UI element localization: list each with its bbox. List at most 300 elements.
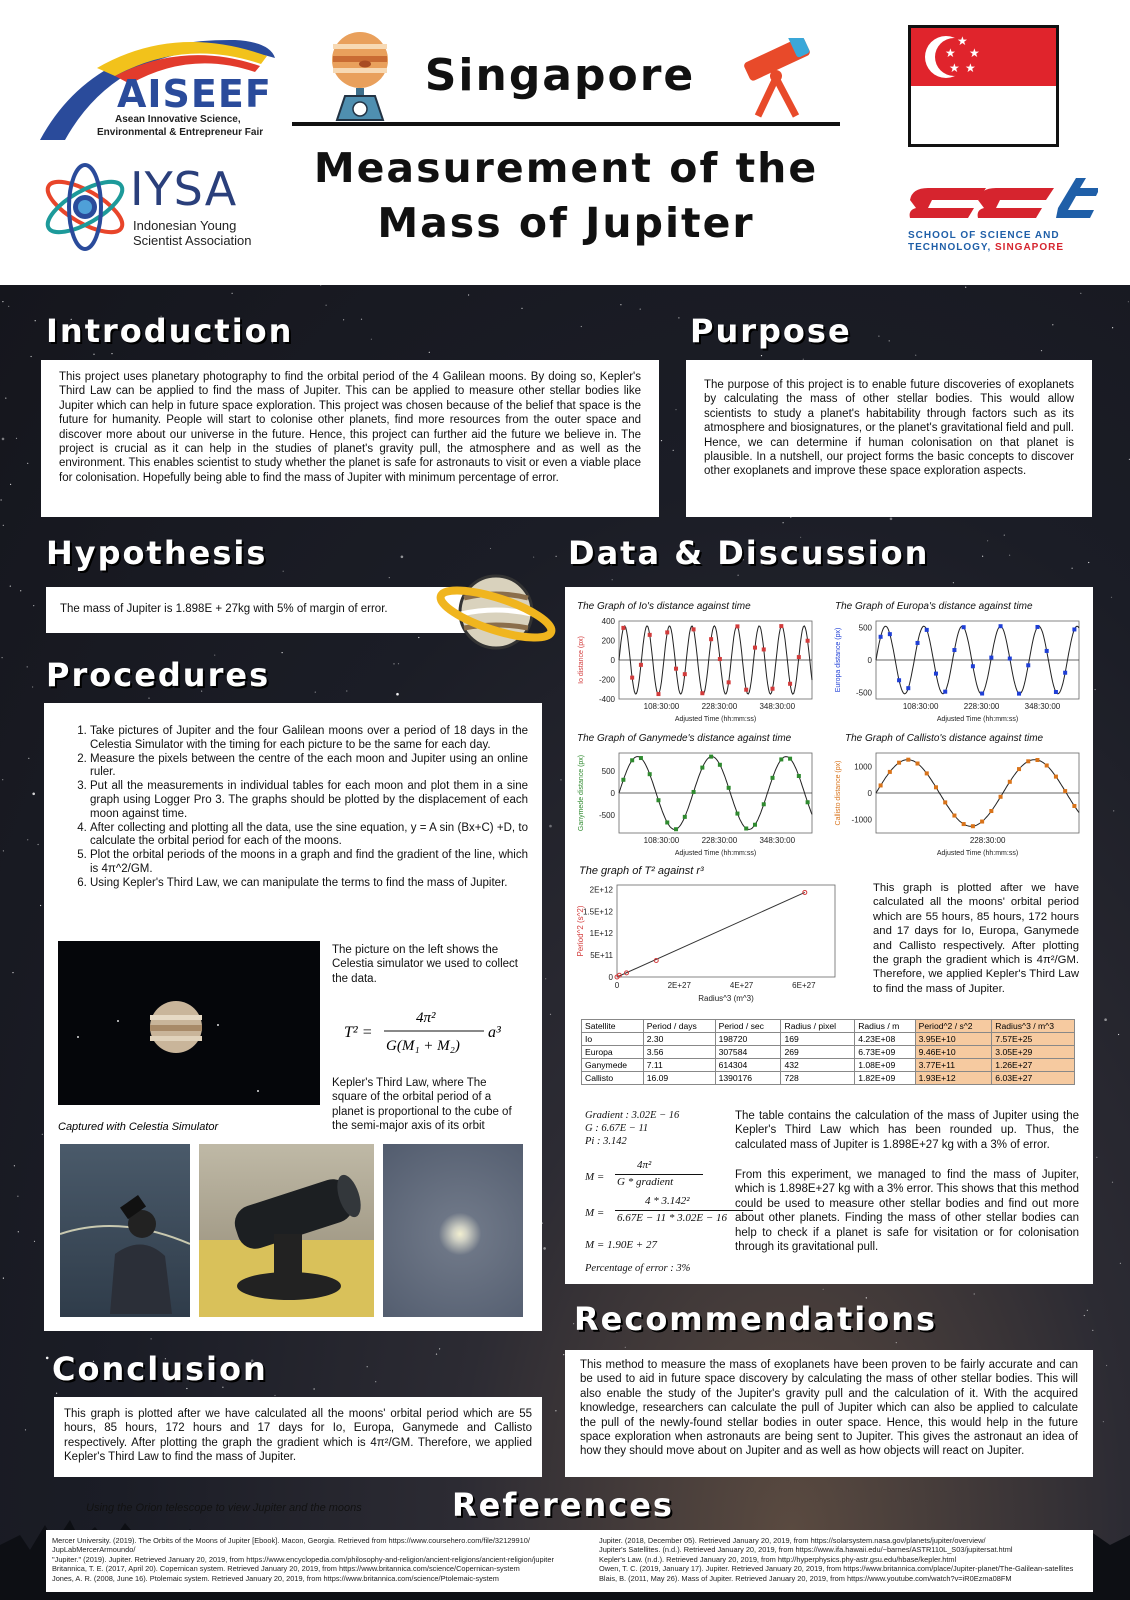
y-tick-label: 1.5E+12: [582, 907, 613, 917]
country-title: Singapore: [424, 50, 696, 101]
star: [186, 1388, 187, 1389]
reference-entry: Blais, B. (2011, May 26). Mass of Jupiter. Retrieved January 20, 2019, from https://www.youtube.com/watch?v=iR0Ezma08FM: [599, 1573, 1012, 1583]
data-point: [916, 641, 920, 645]
calc-m1-num: 4π²: [637, 1159, 652, 1171]
data-point: [1045, 649, 1049, 653]
star: [1112, 1182, 1113, 1183]
star: [612, 579, 613, 580]
star: [282, 652, 283, 653]
star: [5, 398, 6, 399]
iysa-logo: [40, 160, 280, 255]
table-cell: 3.05E+29: [992, 1046, 1075, 1059]
data-point: [806, 639, 810, 643]
calc-g: G : 6.67E − 11: [585, 1123, 649, 1134]
kepler-formula-graphic: [344, 1006, 524, 1056]
data-point: [727, 786, 731, 790]
data-point: [1072, 804, 1076, 808]
conclusion-text: This graph is plotted after we have calculated all the moons' orbital period which are 55 hours, 85 hours, 172 hours and 17 days for Io, Europa, Ganymede and Callisto respectively. After plotting the graph the gradient which is 4π²/GM. Therefore, we applied Kepler's Third Law to find the mass of Jupiter.: [64, 1408, 532, 1464]
data-discussion-title: Data & Discussion: [568, 534, 930, 572]
data-point: [888, 770, 892, 774]
data-point: [656, 692, 660, 696]
svg-text:★: ★: [949, 61, 960, 75]
y-tick-label: 5E+11: [590, 951, 613, 961]
star: [1088, 562, 1089, 563]
star: [560, 779, 561, 780]
star: [151, 1338, 152, 1339]
star: [12, 972, 13, 973]
star: [823, 1289, 824, 1290]
data-point: [897, 761, 901, 765]
procedures-title: Procedures: [46, 656, 271, 694]
jupiter-scale-icon: [325, 28, 395, 123]
y-tick-label: 0: [610, 789, 615, 798]
data-point: [656, 798, 660, 802]
x-axis-label: Radius^3 (m^3): [698, 994, 754, 1003]
recommendations-text: This method to measure the mass of exoplanets have been proven to be fairly accurate and can be used to aid in future space discovery by calculating the mass of other stellar bodies. This will also enable the study of the Jupiter's gravity pull and the calculation of it. With the acquired knowledge, researchers can calculate the pull of Jupiter which can also be applied to calculate the pull of the newly-found stellar bodies in outer space. Hence, this would help in the future space exploration when astronauts are being sent to Jupiter. This gives the astronaut an idea of how they should move about on Jupiter and as well as how objects will react on Jupiter.: [580, 1359, 1078, 1458]
table-cell: 1.93E+12: [915, 1072, 992, 1085]
io-chart-title: The Graph of Io's distance against time: [577, 601, 751, 612]
table-cell: Io: [582, 1033, 644, 1046]
y-tick-label: -1000: [851, 815, 872, 825]
crescent-stars-icon: [919, 28, 989, 86]
svg-text:G(M₁ + M₂): G(M₁ + M₂): [386, 1038, 460, 1054]
star: [3, 850, 4, 851]
data-point: [952, 648, 956, 652]
star: [8, 306, 9, 307]
telescope-caption: Using the Orion telescope to view Jupiter and the moons: [86, 1502, 362, 1514]
y-tick-label: 0: [867, 656, 872, 665]
svg-text:★: ★: [957, 34, 968, 48]
data-point: [916, 762, 920, 766]
calc-result: M = 1.90E + 27: [585, 1239, 657, 1251]
sst-sub2-b: SINGAPORE: [995, 242, 1065, 253]
star: [232, 293, 233, 294]
table-cell: 6.73E+09: [855, 1046, 915, 1059]
reference-entry: Jupiter's Satellites. (n.d.). Retrieved January 20, 2019, from https://www.ifa.hawaii.edu/~barnes/ASTR110L_S03/jupitersat.html: [599, 1545, 1013, 1555]
star: [490, 548, 491, 549]
procedure-step: 5. Plot the orbital periods of the moons in a graph and find the gradient of the line, which is 4π^2/GM.: [90, 849, 528, 877]
y-tick-label: 0: [608, 973, 613, 982]
data-point: [806, 800, 810, 804]
calc-error: Percentage of error : 3%: [585, 1263, 691, 1274]
data-point: [980, 692, 984, 696]
procedure-step: 6. Using Kepler's Third Law, we can manipulate the terms to find the mass of Jupiter.: [90, 877, 528, 891]
sst-mark: [908, 178, 1098, 228]
star: [20, 590, 21, 591]
data-point: [962, 625, 966, 629]
data-point: [1026, 759, 1030, 763]
table-cell: 614304: [715, 1059, 781, 1072]
star: [468, 294, 469, 295]
star: [1052, 324, 1053, 325]
star: [878, 336, 879, 337]
x-tick-label: 0: [614, 981, 620, 990]
calc-m2-den: 6.67E − 11 * 3.02E − 16: [617, 1212, 727, 1224]
data-point: [925, 628, 929, 632]
x-axis-label: Adjusted Time (hh:mm:ss): [674, 716, 757, 723]
star: [389, 577, 390, 578]
data-point: [934, 785, 938, 789]
y-axis-label: Callisto distance (px): [835, 760, 842, 826]
y-tick-label: -500: [855, 688, 872, 698]
star: [346, 690, 347, 691]
data-point: [648, 633, 652, 637]
procedure-steps: [58, 725, 528, 891]
star: [915, 355, 916, 356]
x-tick-label: 348:30:00: [759, 836, 796, 845]
data-point: [1017, 692, 1021, 696]
star: [1096, 1157, 1097, 1158]
data-point: [888, 632, 892, 636]
data-point: [788, 757, 792, 761]
data-point: [797, 774, 801, 778]
data-point: [630, 758, 634, 762]
star: [866, 1297, 867, 1298]
star: [1092, 1330, 1093, 1331]
table-cell: 1.26E+27: [992, 1059, 1075, 1072]
t2-r3-chart-title: The graph of T² against r³: [579, 865, 704, 877]
data-point: [971, 824, 975, 828]
data-point: [683, 815, 687, 819]
data-point: [1017, 767, 1021, 771]
data-point: [709, 637, 713, 641]
star: [343, 319, 344, 320]
table-cell: 432: [781, 1059, 855, 1072]
hypothesis-box: [46, 587, 466, 633]
data-point: [879, 783, 883, 787]
graph-note: This graph is plotted after we have calculated all the moons' orbital period which are 55 hours, 85 hours, 172 hours and 17 days for Io, Europa, Ganymede and Callisto respectively. After plotting the graph the gradient which is 4π²/GM. Therefore, we applied Kepler's Third Law to find the mass of Jupiter.: [873, 882, 1079, 995]
star: [1, 499, 2, 500]
star: [46, 1357, 49, 1360]
data-point: [779, 624, 783, 628]
star: [1080, 293, 1081, 294]
svg-text:4π²: 4π²: [416, 1010, 436, 1026]
data-point: [1035, 758, 1039, 762]
y-axis-label: Io distance (px): [578, 636, 585, 684]
star: [555, 1410, 556, 1411]
star: [17, 1196, 18, 1197]
star: [32, 793, 35, 796]
table-cell: 6.03E+27: [992, 1072, 1075, 1085]
star: [1084, 1315, 1085, 1316]
star: [28, 758, 29, 759]
data-point: [709, 755, 713, 759]
y-axis-label: Ganymede distance (px): [578, 754, 585, 832]
star: [93, 354, 94, 355]
data-point: [1063, 789, 1067, 793]
ganymede-chart: [573, 747, 818, 859]
kepler-note: Kepler's Third Law, where The square of the orbital period of a planet is proportional to the cube of the semi-major axis of its orbit: [332, 1077, 512, 1133]
star: [1009, 555, 1010, 556]
data-point: [621, 626, 625, 630]
data-point: [762, 647, 766, 651]
table-cell: 307584: [715, 1046, 781, 1059]
star: [56, 1393, 57, 1394]
references-box: [46, 1530, 1093, 1592]
star: [111, 353, 112, 354]
star: [1095, 689, 1096, 690]
data-point: [753, 646, 757, 650]
star: [974, 1293, 975, 1294]
star: [521, 308, 522, 309]
svg-text:★: ★: [945, 46, 956, 60]
star: [2, 438, 5, 441]
data-point: [665, 630, 669, 634]
star: [314, 1388, 315, 1389]
data-point: [1072, 627, 1076, 631]
star: [673, 450, 674, 451]
star: [315, 692, 316, 693]
star: [14, 1165, 15, 1166]
data-discussion-box: [565, 587, 1093, 1284]
data-point: [692, 627, 696, 631]
table-cell: Period / days: [643, 1020, 715, 1033]
star: [1, 657, 2, 658]
table-row: [582, 1020, 1075, 1033]
y-tick-label: 200: [601, 636, 615, 646]
star: [148, 698, 149, 699]
aiseef-sub1: Asean Innovative Science,: [115, 114, 241, 125]
references-right: [599, 1536, 1073, 1583]
reference-entry: Jupiter. (2018, December 05). Retrieved January 20, 2019, from https://solarsystem.nasa.gov/planets/jupiter/overview/: [599, 1536, 986, 1545]
star: [439, 1348, 440, 1349]
star: [393, 663, 394, 664]
recommendations-box: [565, 1350, 1093, 1477]
table-cell: 3.56: [643, 1046, 715, 1059]
table-cell: Radius / pixel: [781, 1020, 855, 1033]
star: [545, 978, 546, 979]
star: [661, 440, 662, 441]
star: [10, 586, 11, 587]
star: [1103, 1421, 1104, 1422]
svg-text:★: ★: [965, 61, 976, 75]
hypothesis-title: Hypothesis: [46, 534, 268, 572]
calc-gradient: Gradient : 3.02E − 16: [585, 1110, 680, 1121]
kepler-formula: [344, 1006, 524, 1056]
data-point: [744, 826, 748, 830]
data-point: [897, 678, 901, 682]
star: [1041, 350, 1042, 351]
star: [283, 571, 284, 572]
table-cell: Radius^3 / m^3: [992, 1020, 1075, 1033]
telescope-icon: [740, 38, 820, 118]
title-line-1: Measurement of the: [313, 144, 819, 192]
data-point: [753, 823, 757, 827]
star: [1128, 301, 1129, 302]
data-point: [1026, 663, 1030, 667]
iysa-sub1: Indonesian Young: [133, 218, 237, 233]
header-divider: [292, 122, 840, 126]
table-row: [582, 1033, 1075, 1046]
x-tick-label: 108:30:00: [643, 836, 680, 845]
star: [1111, 597, 1112, 598]
references-left: [52, 1536, 554, 1583]
star: [42, 1134, 43, 1135]
data-point: [1045, 763, 1049, 767]
svg-text:★: ★: [969, 46, 980, 60]
aiseef-sub2: Environmental & Entrepreneur Fair: [97, 127, 264, 138]
telescope-photo-graphic: [199, 1144, 374, 1317]
star: [3, 525, 4, 526]
celestia-jupiter-image: [58, 941, 320, 1105]
y-tick-label: -500: [598, 811, 615, 821]
y-tick-label: -400: [598, 695, 615, 704]
aiseef-logo: [35, 28, 280, 143]
star: [2, 779, 3, 780]
y-tick-label: 2E+12: [589, 885, 613, 895]
star: [533, 557, 534, 558]
introduction-text: This project uses planetary photography to find the orbital period of the 4 Galilean moons. By doing so, Kepler's Third Law can be applied to find the mass of Jupiter. This can be applied to measure other stellar bodies like Jupiter which can help in future space exploration. This project was chosen because of the belief that space is the future for humanity. People will start to colonise other planets, find more resources from the outer space and discover more about our universe in the future. Hence, this project can further aid the future we believe in. The project is crucial as it can help in the studies of planet's gravity pull, the atmosphere and as well as the environment. This enables scientist to study whether the planet is safe for astronauts to visit or even a viable place for colonisation. Hopefully being able to find the mass of Jupiter with minimum percentage of error.: [59, 371, 641, 484]
star: [890, 518, 893, 521]
photo-student-telescope: [60, 1144, 190, 1317]
references-title: References: [452, 1486, 674, 1524]
data-point: [718, 763, 722, 767]
data-point: [952, 814, 956, 818]
io-chart: [573, 615, 818, 725]
y-tick-label: 1000: [854, 762, 872, 772]
x-axis-label: Adjusted Time (hh:mm:ss): [674, 850, 757, 857]
calc-m2-bar: [615, 1210, 753, 1211]
reference-entry: "Jupiter." (2019). Jupiter. Retrieved January 20, 2019, from https://www.encyclopedia.com/philosophy-and-religion/ancient-religions/ancient-religion/jupiter: [52, 1554, 554, 1564]
t2-r3-chart: [573, 879, 858, 1007]
atom-icon: [40, 160, 135, 255]
x-tick-label: 228:30:00: [701, 702, 738, 711]
svg-text:T² =: T² =: [344, 1024, 373, 1041]
star: [1104, 1018, 1107, 1021]
star: [678, 317, 679, 318]
reference-entry: Owen, T. C. (2019, January 17). Jupiter. Retrieved January 20, 2019, from https://www.britannica.com/place/Jupiter-planet/The-Galilean-satellites: [599, 1564, 1074, 1574]
experiment-conclusion-note: From this experiment, we managed to find the mass of Jupiter, which is 1.898E+27 kg with a 3% error. This shows that this method could be used to measure other stellar bodies and find out more about other planets. Finding the mass of other stellar bodies can help to check if a planet is safe for visitation or for colonisation through its gravitational pull.: [735, 1169, 1080, 1254]
iysa-sub2: Scientist Association: [133, 233, 252, 248]
star: [896, 1342, 897, 1343]
flag-red-band: [911, 28, 1056, 86]
data-point: [771, 776, 775, 780]
star: [27, 463, 28, 464]
star: [396, 693, 399, 696]
sst-sub2-a: TECHNOLOGY,: [908, 242, 996, 253]
data-point: [692, 790, 696, 794]
data-point: [971, 664, 975, 668]
y-tick-label: 0: [610, 656, 615, 665]
data-point: [735, 812, 739, 816]
table-note: The table contains the calculation of the mass of Jupiter using the Kepler's Third Law which has been rounded up. Thus, the calculated mass of Jupiter is 1.898E+27 kg with a 3% of error.: [735, 1110, 1079, 1151]
plot-frame: [617, 885, 835, 977]
photo-orion-telescope: [199, 1144, 374, 1317]
data-point: [943, 690, 947, 694]
hypothesis-text: The mass of Jupiter is 1.898E + 27kg with 5% of margin of error.: [60, 603, 388, 615]
star: [965, 287, 966, 288]
calc-m1-eq: M =: [585, 1171, 605, 1183]
conclusion-box: [54, 1397, 542, 1477]
star: [274, 1395, 275, 1396]
data-point: [630, 676, 634, 680]
reference-entry: JupLabMercerArmoundo/: [52, 1545, 136, 1555]
data-point: [999, 624, 1003, 628]
svg-text:a³: a³: [488, 1024, 501, 1041]
star: [398, 663, 399, 664]
data-point: [1063, 671, 1067, 675]
star: [27, 666, 28, 667]
star: [367, 1366, 368, 1367]
star: [16, 438, 17, 439]
data-point: [683, 672, 687, 676]
x-tick-label: 228:30:00: [701, 836, 738, 845]
table-row: [582, 1059, 1075, 1072]
purpose-title: Purpose: [690, 312, 852, 350]
star: [3, 1278, 4, 1279]
data-point: [1054, 690, 1058, 694]
data-point: [925, 771, 929, 775]
y-tick-label: 400: [601, 617, 615, 626]
star: [1004, 535, 1005, 536]
celestia-caption: Captured with Celestia Simulator: [58, 1121, 219, 1133]
calc-m2-num: 4 * 3.142²: [645, 1195, 690, 1207]
calc-pi: Pi : 3.142: [585, 1136, 627, 1147]
y-tick-label: 500: [858, 623, 872, 633]
table-cell: Period^2 / s^2: [915, 1020, 992, 1033]
y-tick-label: 0: [867, 789, 872, 798]
table-cell: 1.82E+09: [855, 1072, 915, 1085]
star: [35, 320, 36, 321]
callisto-chart-title: The Graph of Callisto's distance against time: [845, 733, 1044, 744]
table-cell: Ganymede: [582, 1059, 644, 1072]
star: [320, 285, 321, 286]
table-cell: 2.30: [643, 1033, 715, 1046]
fit-line: [617, 892, 805, 977]
star: [1113, 810, 1114, 811]
purpose-text: The purpose of this project is to enable future discoveries of exoplanets by calculating the mass of other stellar bodies. This would allow scientists to study a planet's habitability through factors such as its atmosphere and biosignatures, or the planet's gravitational field and pull. Hence, we can determine if human colonisation on that planet is plausible. In a nutshell, our project forms the basic concepts to discover other exoplanets and improve these space exploration aspects.: [704, 379, 1074, 478]
star: [889, 340, 890, 341]
data-point: [639, 663, 643, 667]
data-point: [906, 686, 910, 690]
data-point: [788, 682, 792, 686]
data-point: [648, 772, 652, 776]
introduction-box: [41, 360, 659, 517]
table-cell: 1390176: [715, 1072, 781, 1085]
star: [326, 305, 327, 306]
calc-m1-bar: [615, 1174, 703, 1175]
x-tick-label: 6E+27: [792, 981, 816, 990]
x-axis-label: Adjusted Time (hh:mm:ss): [936, 850, 1019, 857]
x-tick-label: 4E+27: [729, 981, 754, 990]
reference-entry: Kepler's Law. (n.d.). Retrieved January 20, 2019, from http://hyperphysics.phy-astr.gsu.edu/hbase/kepler.html: [599, 1554, 957, 1564]
data-point: [943, 800, 947, 804]
star: [1087, 1310, 1088, 1311]
data-point: [980, 820, 984, 824]
star: [783, 522, 784, 523]
data-point: [1054, 775, 1058, 779]
star: [1120, 1263, 1121, 1264]
table-cell: 198720: [715, 1033, 781, 1046]
star: [401, 556, 404, 559]
table-cell: Satellite: [582, 1020, 644, 1033]
aiseef-name: AISEEF: [117, 72, 272, 116]
ganymede-chart-title: The Graph of Ganymede's distance against time: [577, 733, 792, 744]
celestia-note: The picture on the left shows the Celestia simulator we used to collect the data.: [332, 944, 518, 985]
x-tick-label: 108:30:00: [902, 702, 939, 711]
data-point: [700, 766, 704, 770]
star: [31, 356, 32, 357]
procedure-step: 1. Take pictures of Jupiter and the four Galilean moons over a period of 18 days in the Celestia Simulator with the timing for each picture to be the same for each day.: [90, 725, 528, 753]
calc-m1-den: G * gradient: [617, 1176, 674, 1188]
star: [18, 1231, 19, 1232]
data-point: [989, 656, 993, 660]
star: [27, 839, 28, 840]
conclusion-title: Conclusion: [52, 1350, 268, 1388]
star: [1118, 1034, 1119, 1035]
table-cell: 7.11: [643, 1059, 715, 1072]
data-point: [735, 624, 739, 628]
